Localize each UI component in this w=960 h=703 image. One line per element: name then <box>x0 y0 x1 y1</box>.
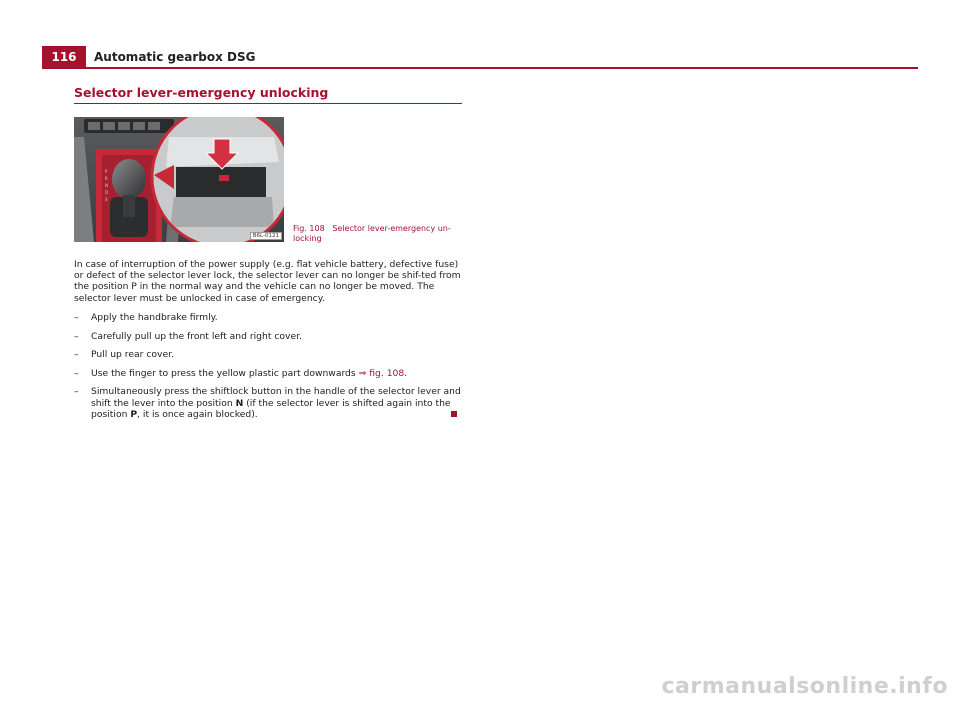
step-text-mid: (if the selector lever is shifted again into the position <box>91 397 451 420</box>
step-dash: – <box>74 386 79 398</box>
svg-text:R: R <box>105 176 108 181</box>
step-text: Simultaneously press the shiftlock button in the handle of the selector lever and shift the lever into the position <box>91 386 461 409</box>
list-item <box>74 386 466 420</box>
section-title: Selector lever-emergency unlocking <box>74 85 329 100</box>
list-item <box>74 368 466 379</box>
figure-reference-link[interactable]: ⇒ fig. 108 <box>358 367 405 379</box>
section-end-icon <box>451 411 457 417</box>
gear-position-n: N <box>235 397 244 409</box>
svg-text:P: P <box>105 169 108 174</box>
step-text: Use the finger to press the yellow plastic part downwards <box>91 367 359 379</box>
figure-caption <box>293 224 463 244</box>
step-text: Apply the handbrake firmly. <box>91 312 218 323</box>
svg-text:N: N <box>105 183 108 188</box>
gear-position-p: P <box>130 408 138 420</box>
intro-paragraph: In case of interruption of the power supply (e.g. flat vehicle battery, defective fuse) or defect of the selector lever lock, the selector lever can no longer be shif-ted from the position P in the normal way and the vehicle can no longer be moved. The selector lever must be unlocked in case of emergency. <box>74 259 461 304</box>
step-dash: – <box>74 312 79 323</box>
list-item <box>74 349 466 360</box>
step-dash: – <box>74 349 79 361</box>
list-item <box>74 312 466 323</box>
step-text: Pull up rear cover. <box>91 349 174 361</box>
svg-text:S: S <box>105 197 108 202</box>
step-text-end: . <box>404 367 408 379</box>
figure-caption-label: Fig. 108 <box>293 224 325 233</box>
watermark: carmanualsonline.info <box>661 674 948 699</box>
header-divider <box>42 67 918 69</box>
step-text: Carefully pull up the front left and right cover. <box>91 330 302 342</box>
section-divider <box>74 103 462 104</box>
gear-selector-illustration <box>74 117 284 242</box>
step-text-end: , it is once again blocked). <box>137 408 258 420</box>
figure-code: B6L-0121 <box>250 232 282 240</box>
header-title: Automatic gearbox DSG <box>94 50 256 64</box>
step-dash: – <box>74 330 79 342</box>
list-item <box>74 331 466 342</box>
step-list <box>74 312 466 427</box>
svg-text:D: D <box>105 190 109 195</box>
step-dash: – <box>74 367 79 379</box>
figure-illustration <box>74 117 284 242</box>
figure-caption-text: Selector lever-emergency un-locking <box>293 224 451 243</box>
page-number: 116 <box>42 46 86 68</box>
